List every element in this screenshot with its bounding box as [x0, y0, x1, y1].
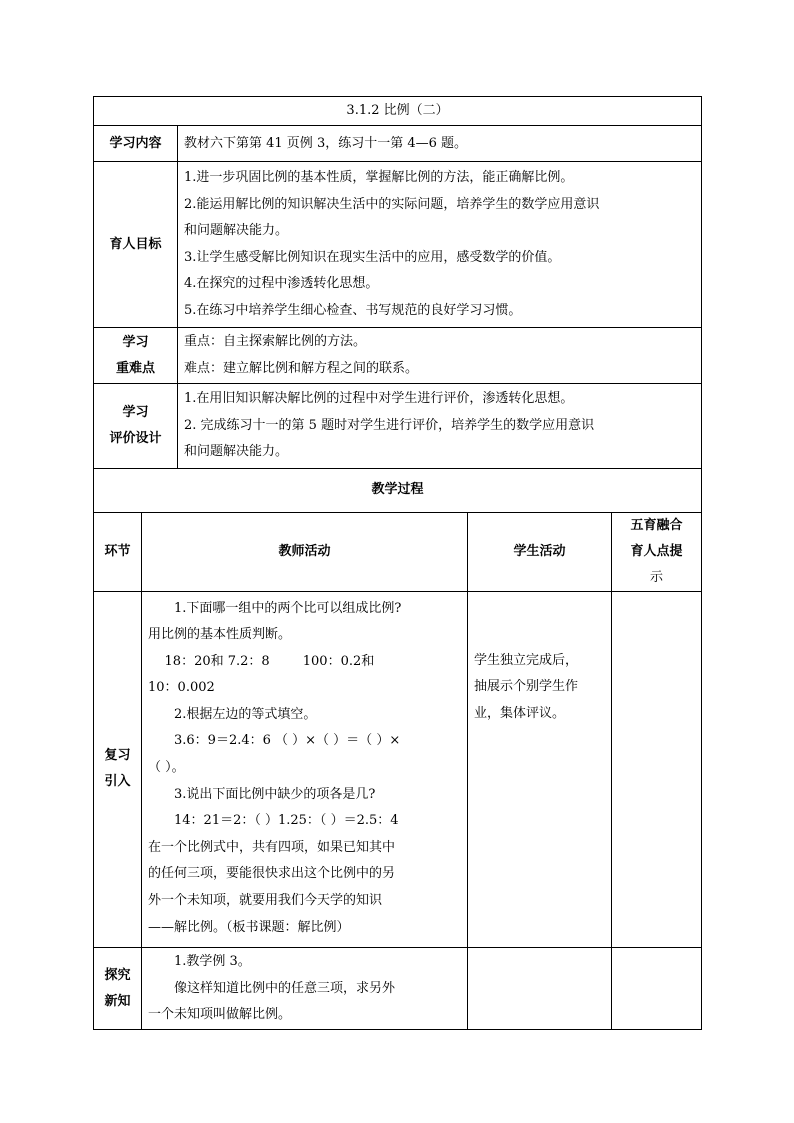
goals-text [178, 162, 702, 328]
keypoint-item: 重点：自主探索解比例的方法。 [184, 334, 367, 349]
explore-line: 一个未知项叫做解比例。 [148, 1007, 292, 1023]
goal-item: 1.进一步巩固比例的基本性质，掌握解比例的方法，能正确解比例。 [184, 170, 574, 185]
goals-label: 育人目标 [94, 162, 178, 328]
header-row [94, 512, 702, 591]
header-student: 学生活动 [468, 512, 612, 591]
review-line: （ ）。 [148, 760, 185, 776]
evaluation-text [178, 384, 702, 469]
review-line: 10：0.002 [148, 680, 215, 696]
goal-item: 和问题解决能力。 [184, 223, 289, 238]
review-line: 3.说出下面比例中缺少的项各是几? [174, 786, 376, 802]
header-teacher: 教师活动 [142, 512, 468, 591]
evaluation-row [94, 384, 702, 469]
review-line: 2.根据左边的等式填空。 [174, 706, 317, 722]
goal-item: 2.能运用解比例的知识解决生活中的实际问题，培养学生的数学应用意识 [184, 196, 600, 212]
keypoints-label-line1: 学习 [122, 334, 149, 350]
review-student-line: 业，集体评议。 [474, 705, 566, 721]
keypoint-item: 难点：建立解比例和解方程之间的联系。 [184, 360, 419, 376]
keypoints-text [178, 328, 702, 384]
review-line: 18：20和 7.2：8 100：0.2和 [148, 653, 375, 669]
evaluation-item: 1.在用旧知识解决解比例的过程中对学生进行评价，渗透转化思想。 [184, 391, 574, 406]
lesson-plan-table [93, 96, 702, 1030]
process-title-row [94, 468, 702, 512]
review-stage-line2: 引入 [104, 774, 131, 790]
keypoints-label [94, 328, 178, 384]
review-stage [94, 591, 142, 948]
explore-teacher [142, 948, 468, 1030]
review-line: 的任何三项，要能很快求出这个比例中的另 [148, 866, 396, 882]
goal-item: 5.在练习中培养学生细心检查、书写规范的良好学习习惯。 [184, 302, 522, 318]
review-line: 1.下面哪一组中的两个比可以组成比例? [174, 600, 402, 616]
goal-item: 4.在探究的过程中渗透转化思想。 [184, 276, 379, 291]
evaluation-label-line2: 评价设计 [109, 430, 162, 446]
process-title: 教学过程 [94, 468, 702, 512]
content-row [94, 126, 702, 162]
review-student-line: 抽展示个别学生作 [474, 679, 579, 695]
explore-row [94, 948, 702, 1030]
review-student-line: 学生独立完成后， [474, 652, 579, 668]
explore-stage-line2: 新知 [104, 993, 131, 1009]
evaluation-label-line1: 学习 [122, 404, 149, 420]
review-line: 外一个未知项，就要用我们今天学的知识 [148, 893, 383, 909]
review-line: 用比例的基本性质判断。 [148, 627, 292, 643]
content-text: 教材六下第第 41 页例 3，练习十一第 4—6 题。 [178, 126, 702, 162]
header-tip [612, 512, 702, 591]
review-student [468, 591, 612, 948]
review-row [94, 591, 702, 948]
goals-row [94, 162, 702, 328]
content-label: 学习内容 [94, 126, 178, 162]
evaluation-item: 2. 完成练习十一的第 5 题时对学生进行评价，培养学生的数学应用意识 [184, 417, 595, 433]
review-teacher [142, 591, 468, 948]
header-tip-line2: 育人点提 [630, 543, 683, 559]
header-tip-line3: 示 [650, 569, 664, 585]
goal-item: 3.让学生感受解比例知识在现实生活中的应用，感受数学的价值。 [184, 249, 561, 265]
review-line: ——解比例。（板书课题：解比例） [148, 919, 350, 935]
explore-student [468, 948, 612, 1030]
explore-stage [94, 948, 142, 1030]
evaluation-label [94, 384, 178, 469]
lesson-title: 3.1.2 比例（二） [94, 97, 702, 126]
review-line: 在一个比例式中，共有四项，如果已知其中 [148, 839, 396, 855]
explore-line: 像这样知道比例中的任意三项，求另外 [174, 980, 396, 996]
review-tip [612, 591, 702, 948]
review-line: 3.6：9＝2.4：6 （ ）×（ ）＝（ ）× [174, 733, 401, 749]
header-tip-line1: 五育融合 [630, 517, 683, 533]
header-stage: 环节 [94, 512, 142, 591]
explore-tip [612, 948, 702, 1030]
review-stage-line1: 复习 [104, 748, 131, 764]
title-row [94, 97, 702, 126]
explore-line: 1.教学例 3。 [174, 954, 251, 970]
keypoints-row [94, 328, 702, 384]
keypoints-label-line2: 重难点 [115, 360, 155, 376]
explore-stage-line1: 探究 [104, 967, 131, 983]
review-line: 14：21＝2：（ ）1.25：（ ）＝2.5：4 [174, 813, 399, 829]
evaluation-item: 和问题解决能力。 [184, 444, 289, 459]
